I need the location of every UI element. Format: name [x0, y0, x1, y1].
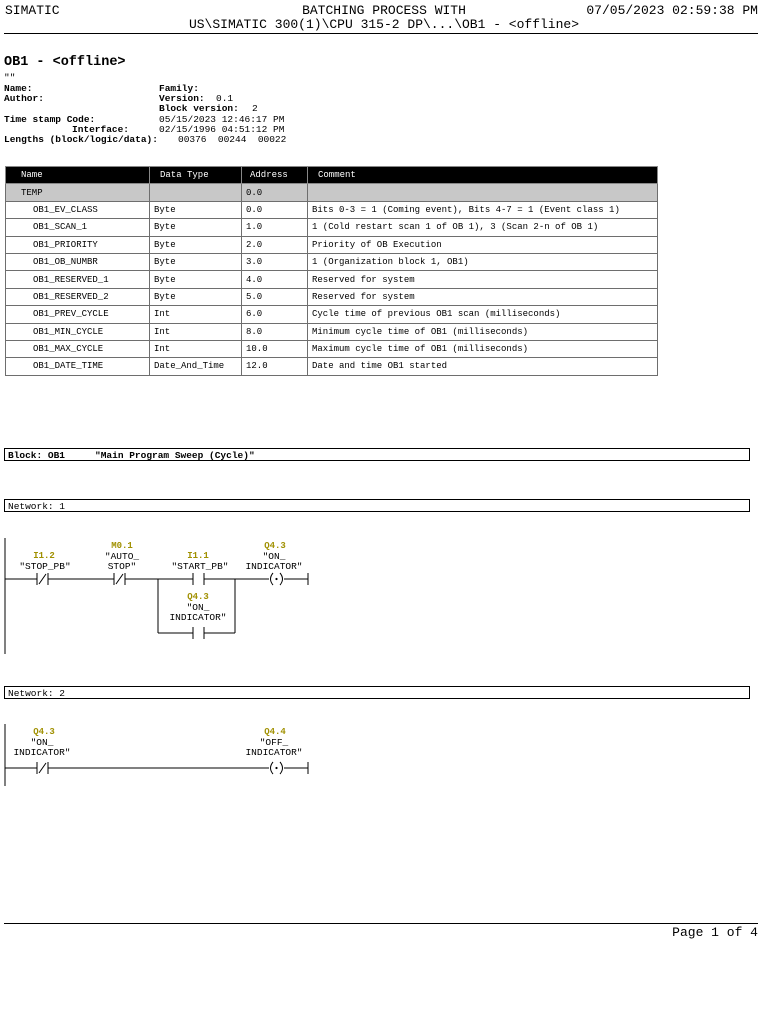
cell-type: Int	[150, 340, 242, 357]
author-label: Author:	[4, 93, 44, 104]
interface-label: Interface:	[72, 124, 130, 135]
cell-address: 3.0	[242, 253, 308, 270]
header-title-line1: BATCHING PROCESS WITH	[302, 3, 466, 18]
version-label: Version:	[159, 93, 205, 104]
version-value: 0.1	[216, 93, 234, 104]
block-version-value: 2	[252, 103, 258, 114]
coil-address: Q4.3	[264, 541, 286, 551]
footer-rule	[4, 923, 758, 924]
cell-comment: Reserved for system	[308, 288, 658, 305]
block-line-label: Block: OB1	[8, 450, 66, 461]
cell-type: Byte	[150, 288, 242, 305]
lengths-label: Lengths (block/logic/data):	[4, 134, 158, 145]
cell-name: OB1_PRIORITY	[6, 236, 150, 253]
cell-name: TEMP	[6, 184, 150, 201]
cell-type: Int	[150, 323, 242, 340]
coil-symbol: INDICATOR"	[245, 747, 303, 758]
cell-type: Byte	[150, 236, 242, 253]
cell-type: Byte	[150, 253, 242, 270]
contact-symbol: "AUTO_	[104, 551, 140, 562]
header-right: 07/05/2023 02:59:38 PM	[586, 3, 758, 18]
lengths-value: 00376 00244 00022	[178, 134, 287, 145]
contact-address: I1.2	[33, 551, 55, 561]
cell-comment: Priority of OB Execution	[308, 236, 658, 253]
cell-address: 5.0	[242, 288, 308, 305]
timestamp-label: Time stamp Code:	[4, 114, 96, 125]
col-address-header: Address	[242, 167, 308, 184]
col-name-header: Name	[6, 167, 150, 184]
cell-comment: Date and time OB1 started	[308, 358, 658, 375]
name-label: Name:	[4, 83, 33, 94]
cell-type: Byte	[150, 201, 242, 218]
nc-contact-icon	[37, 573, 48, 585]
header-title-line2: US\SIMATIC 300(1)\CPU 315-2 DP\...\OB1 - <offline>	[188, 17, 580, 32]
contact-address: Q4.3	[33, 727, 55, 737]
block-quote: ""	[4, 72, 16, 83]
col-comment-header: Comment	[308, 167, 658, 184]
cell-address: 6.0	[242, 306, 308, 323]
contact-address: M0.1	[111, 541, 133, 551]
cell-type: Byte	[150, 219, 242, 236]
col-type-header: Data Type	[150, 167, 242, 184]
cell-name: OB1_MAX_CYCLE	[6, 340, 150, 357]
network-1-label: Network: 1	[4, 499, 750, 512]
cell-type: Date_And_Time	[150, 358, 242, 375]
no-contact-icon	[193, 573, 204, 585]
contact-address: I1.1	[187, 551, 209, 561]
cell-type: Int	[150, 306, 242, 323]
cell-address: 8.0	[242, 323, 308, 340]
cell-address: 0.0	[242, 184, 308, 201]
block-version-label: Block version:	[159, 103, 239, 114]
cell-comment: Maximum cycle time of OB1 (milliseconds)	[308, 340, 658, 357]
contact-symbol: "START_PB"	[171, 561, 229, 572]
cell-address: 10.0	[242, 340, 308, 357]
nc-contact-icon	[114, 573, 125, 585]
header-left: SIMATIC	[5, 3, 60, 18]
block-title: OB1 - <offline>	[4, 55, 126, 70]
contact-address: Q4.3	[187, 592, 209, 602]
coil-symbol: "OFF_	[259, 737, 289, 748]
cell-name: OB1_EV_CLASS	[6, 201, 150, 218]
contact-symbol: "ON_	[30, 737, 54, 748]
cell-comment: 1 (Cold restart scan 1 of OB 1), 3 (Scan 2-n of OB 1)	[308, 219, 658, 236]
cell-comment: Minimum cycle time of OB1 (milliseconds)	[308, 323, 658, 340]
cell-name: OB1_RESERVED_2	[6, 288, 150, 305]
contact-symbol: INDICATOR"	[169, 612, 227, 623]
cell-name: OB1_MIN_CYCLE	[6, 323, 150, 340]
cell-name: OB1_DATE_TIME	[6, 358, 150, 375]
cell-address: 4.0	[242, 271, 308, 288]
cell-type: Byte	[150, 271, 242, 288]
coil-address: Q4.4	[264, 727, 286, 737]
cell-address: 0.0	[242, 201, 308, 218]
contact-symbol: "ON_	[186, 602, 210, 613]
cell-name: OB1_PREV_CYCLE	[6, 306, 150, 323]
cell-address: 1.0	[242, 219, 308, 236]
cell-comment: Bits 0-3 = 1 (Coming event), Bits 4-7 = 1 (Event class 1)	[308, 201, 658, 218]
coil-icon	[271, 573, 283, 585]
cell-name: OB1_RESERVED_1	[6, 271, 150, 288]
timestamp-value: 05/15/2023 12:46:17 PM	[159, 114, 285, 125]
cell-name: OB1_OB_NUMBR	[6, 253, 150, 270]
coil-icon	[271, 762, 283, 774]
page-number: Page 1 of 4	[672, 925, 758, 940]
cell-comment: Cycle time of previous OB1 scan (milliseconds)	[308, 306, 658, 323]
contact-symbol: INDICATOR"	[13, 747, 71, 758]
interface-value: 02/15/1996 04:51:12 PM	[159, 124, 285, 135]
cell-comment: Reserved for system	[308, 271, 658, 288]
network-2-label: Network: 2	[4, 686, 750, 699]
cell-address: 2.0	[242, 236, 308, 253]
cell-name: OB1_SCAN_1	[6, 219, 150, 236]
family-label: Family:	[159, 83, 199, 94]
cell-address: 12.0	[242, 358, 308, 375]
coil-symbol: INDICATOR"	[245, 561, 303, 572]
block-line-title: "Main Program Sweep (Cycle)"	[95, 450, 255, 461]
coil-symbol: "ON_	[262, 551, 286, 562]
contact-symbol: "STOP_PB"	[19, 561, 71, 572]
contact-symbol: STOP"	[107, 561, 137, 572]
no-contact-icon	[193, 627, 204, 639]
nc-contact-icon	[37, 762, 48, 774]
cell-comment: 1 (Organization block 1, OB1)	[308, 253, 658, 270]
